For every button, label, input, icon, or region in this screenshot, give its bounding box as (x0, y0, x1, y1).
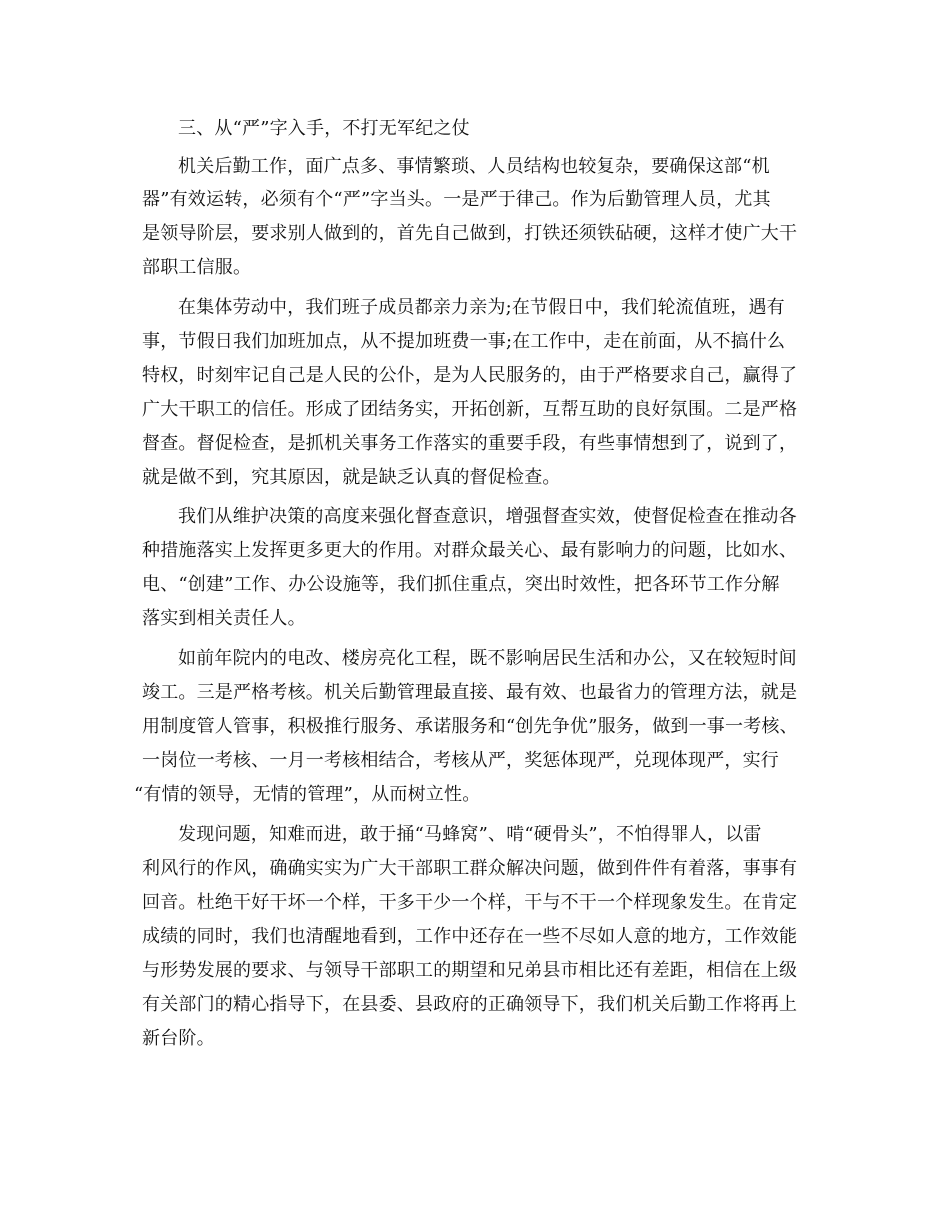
text-line: 机关后勤工作，面广点多、事情繁琐、人员结构也较复杂，要确保这部“机 (178, 156, 770, 177)
text-line: 竣工。三是严格考核。机关后勤管理最直接、最有效、也最省力的管理方法，就是 (142, 682, 798, 703)
text-line: 广大干职工的信任。形成了团结务实，开拓创新，互帮互助的良好氛围。二是严格 (142, 399, 798, 420)
text-line: 落实到相关责任人。 (142, 608, 306, 629)
text-line: 成绩的同时，我们也清醒地看到，工作中还存在一些不尽如人意的地方，工作效能 (142, 926, 798, 947)
text-line: 新台阶。 (142, 1028, 215, 1049)
text-line: 在集体劳动中，我们班子成员都亲力亲为;在节假日中，我们轮流值班，遇有 (178, 297, 785, 318)
text-line: 器”有效运转，必须有个“严”字当头。一是严于律己。作为后勤管理人员，尤其 (142, 189, 771, 210)
text-line: 督查。督促检查，是抓机关事务工作落实的重要手段，有些事情想到了，说到了， (142, 433, 798, 454)
text-line: 部职工信服。 (142, 257, 252, 278)
text-line: 电、“创建”工作、办公设施等，我们抓住重点，突出时效性，把各环节工作分解 (142, 574, 780, 595)
text-line: 发现问题，知难而进，敢于捅“马蜂窝”、啃“硬骨头”，不怕得罪人，以雷 (178, 824, 762, 845)
text-line: 特权，时刻牢记自己是人民的公仆，是为人民服务的，由于严格要求自己，赢得了 (142, 365, 798, 386)
text-line: 事，节假日我们加班加点，从不提加班费一事;在工作中，走在前面，从不搞什么 (142, 331, 786, 352)
text-line: 利风行的作风，确确实实为广大干部职工群众解决问题，做到件件有着落，事事有 (142, 858, 798, 879)
text-line: “有情的领导，无情的管理”，从而树立性。 (134, 784, 481, 805)
text-line: 种措施落实上发挥更多更大的作用。对群众最关心、最有影响力的问题，比如水、 (142, 540, 798, 561)
text-line: 用制度管人管事，积极推行服务、承诺服务和“创先争优”服务，做到一事一考核、 (142, 716, 798, 737)
text-line: 我们从维护决策的高度来强化督查意识，增强督查实效，使督促检查在推动各 (178, 506, 797, 527)
text-line: 有关部门的精心指导下，在县委、县政府的正确领导下，我们机关后勤工作将再上 (142, 994, 798, 1015)
text-line: 一岗位一考核、一月一考核相结合，考核从严，奖惩体现严，兑现体现严，实行 (142, 750, 779, 771)
section-heading: 三、从“严”字入手，不打无军纪之仗 (178, 118, 470, 139)
text-line: 回音。杜绝干好干坏一个样，干多干少一个样，干与不干一个样现象发生。在肯定 (142, 892, 798, 913)
text-line: 与形势发展的要求、与领导干部职工的期望和兄弟县市相比还有差距，相信在上级 (142, 960, 798, 981)
text-line: 是领导阶层，要求别人做到的，首先自己做到，打铁还须铁砧硬，这样才使广大干 (142, 223, 798, 244)
text-line: 如前年院内的电改、楼房亮化工程，既不影响居民生活和办公，又在较短时间 (178, 648, 797, 669)
text-line: 就是做不到，究其原因，就是缺乏认真的督促检查。 (142, 467, 561, 488)
